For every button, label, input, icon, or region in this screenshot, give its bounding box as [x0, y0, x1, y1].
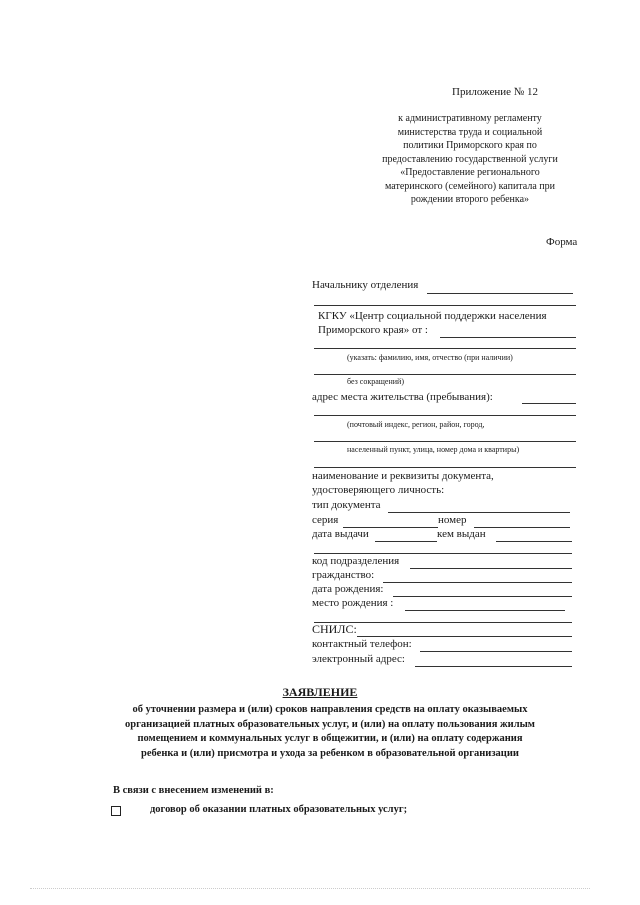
statement-line: об уточнении размера и (или) сроков направления средств на оплату оказываемых [132, 704, 528, 715]
issued-by-field[interactable] [314, 553, 572, 554]
birth-place-field[interactable] [405, 610, 565, 611]
statement-subject [70, 703, 590, 761]
residence-field-line[interactable] [314, 441, 576, 442]
hint-no-abbreviations: без сокращений) [347, 377, 404, 386]
division-code-label: код подразделения [312, 555, 400, 567]
division-code-field[interactable] [410, 568, 572, 569]
regulation-line: «Предоставление регионального [400, 167, 540, 178]
rule-line [314, 305, 576, 306]
regulation-line: предоставлению государственной услуги [382, 153, 558, 165]
id-document-label: наименование и реквизиты документа, [312, 470, 494, 482]
birth-date-field[interactable] [393, 596, 572, 597]
org-name-line2: Приморского края» от : [318, 324, 428, 336]
form-label: Форма [546, 236, 578, 248]
hint-locality: населенный пункт, улица, номер дома и квартиры) [347, 445, 520, 454]
org-name-line1: КГКУ «Центр социальной поддержки населения [318, 310, 547, 322]
birth-place-label: место рождения : [312, 597, 394, 609]
email-label: электронный адрес: [312, 653, 405, 665]
issue-date-field[interactable] [375, 541, 437, 542]
id-document-label-2: удостоверяющего личность: [312, 484, 445, 496]
regulation-line: министерства труда и социальной [397, 126, 543, 138]
statement-title: ЗАЯВЛЕНИЕ [282, 685, 358, 699]
regulation-line: политики Приморского края по [403, 140, 537, 151]
citizenship-label: гражданство: [312, 569, 375, 581]
changes-intro: В связи с внесением изменений в: [113, 785, 274, 796]
to-head-label: Начальнику отделения [312, 279, 419, 291]
contract-checkbox[interactable] [111, 806, 121, 816]
statement-line: ребенка и (или) присмотра и ухода за ребенком в образовательной организации [141, 747, 519, 759]
appendix-number: Приложение № 12 [452, 86, 539, 98]
residence-field-line[interactable] [314, 467, 576, 468]
doc-type-field[interactable] [388, 512, 570, 513]
residence-field-line[interactable] [522, 403, 576, 404]
hint-name: (указать: фамилию, имя, отчество (при наличии) [347, 353, 513, 362]
regulation-line: к административному регламенту [398, 113, 542, 124]
phone-field[interactable] [420, 651, 572, 652]
head-field-line[interactable] [427, 293, 573, 294]
number-label: номер [438, 514, 467, 526]
citizenship-field[interactable] [383, 582, 572, 583]
applicant-field-line[interactable] [314, 374, 576, 375]
doc-type-label: тип документа [312, 499, 381, 511]
email-field[interactable] [415, 666, 572, 667]
statement-line: организацией платных образовательных услуг, и (или) на оплату пользования жилым [125, 718, 535, 730]
residence-label: адрес места жительства (пребывания): [312, 391, 493, 403]
series-label: серия [312, 514, 339, 526]
snils-field[interactable] [357, 636, 572, 637]
contract-option-label: договор об оказании платных образовательных услуг; [150, 804, 408, 815]
issued-by-label: кем выдан [437, 528, 486, 540]
applicant-field-line[interactable] [440, 337, 576, 338]
residence-field-line[interactable] [314, 415, 576, 416]
page-bottom-edge [30, 888, 590, 889]
number-field[interactable] [474, 527, 570, 528]
phone-label: контактный телефон: [312, 638, 412, 650]
issued-by-field[interactable] [496, 541, 572, 542]
applicant-field-line[interactable] [314, 348, 576, 349]
issue-date-label: дата выдачи [312, 528, 369, 540]
birth-date-label: дата рождения: [312, 583, 384, 595]
snils-label: СНИЛС: [312, 622, 357, 636]
hint-postal: (почтовый индекс, регион, район, город, [347, 420, 485, 429]
regulation-reference [345, 112, 595, 207]
regulation-line: рождении второго ребенка» [410, 194, 530, 205]
regulation-line: материнского (семейного) капитала при [385, 180, 555, 192]
statement-line: помещением и коммунальных услуг в общежитии, и (или) на оплату содержания [137, 733, 523, 744]
